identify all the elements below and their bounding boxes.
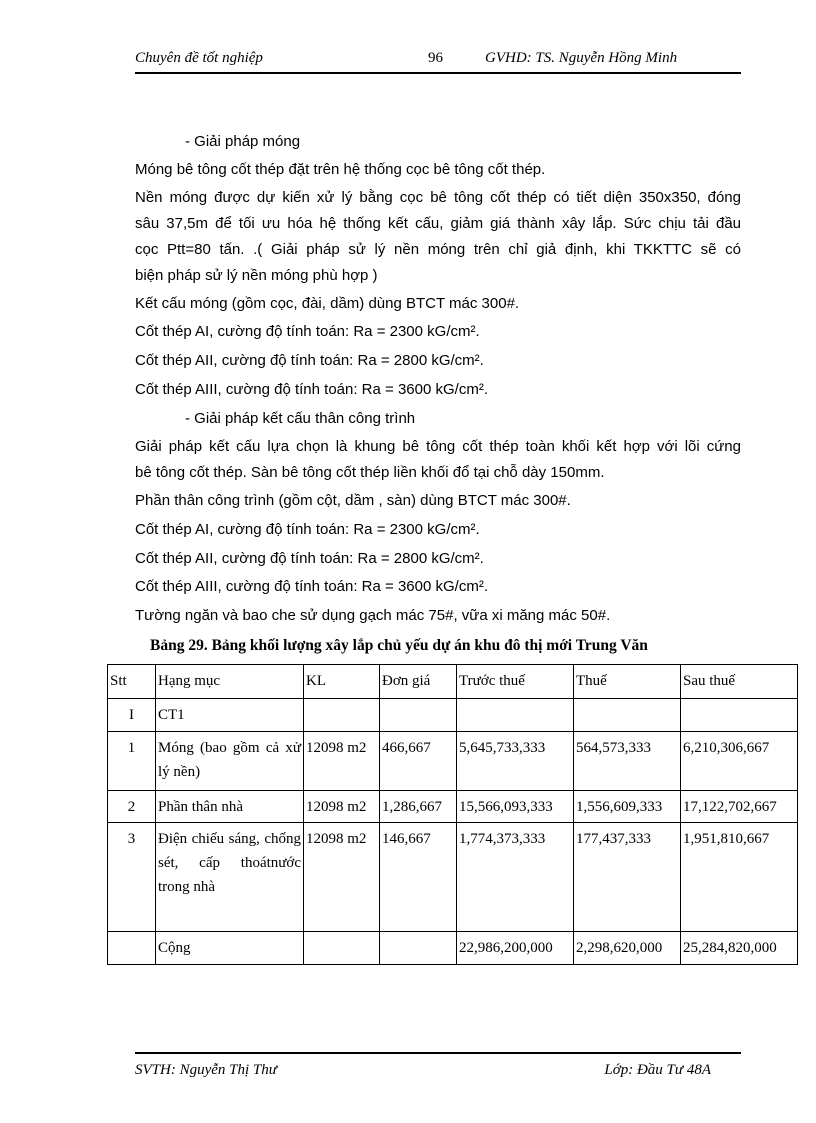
header-document-title: Chuyên đề tốt nghiệp <box>135 50 263 66</box>
table-row <box>108 699 798 732</box>
table-cell <box>108 932 156 965</box>
page-header <box>135 48 741 74</box>
text-line: cọc Ptt=80 tấn. .( Giải pháp sử lý nền móng trên chỉ giả định, khi TKKTTC sẽ có <box>135 241 741 258</box>
table-cell: 3 <box>108 823 156 932</box>
footer-student: SVTH: Nguyễn Thị Thư <box>135 1062 277 1078</box>
text-line: Giải pháp kết cấu lựa chọn là khung bê tông cốt thép toàn khối kết hợp với lõi cứng <box>135 438 741 455</box>
table-cell: Cộng <box>156 932 304 965</box>
table-row <box>108 823 798 932</box>
table-cell: 146,667 <box>380 823 457 932</box>
page-number: 96 <box>428 50 443 66</box>
text-line: Móng bê tông cốt thép đặt trên hệ thống cọc bê tông cốt thép. <box>135 161 546 178</box>
construction-volume-table <box>107 664 798 965</box>
header-cell: Trước thuế <box>457 665 574 699</box>
text-line: Kết cấu móng (gồm cọc, đài, dầm) dùng BTCT mác 300#. <box>135 295 520 312</box>
table-cell: 177,437,333 <box>574 823 681 932</box>
table-cell <box>380 932 457 965</box>
text-line: Cốt thép AII, cường độ tính toán: Ra = 2800 kG/cm². <box>135 352 484 369</box>
table-cell: Phần thân nhà <box>156 791 304 823</box>
page-footer <box>135 1052 741 1078</box>
table-cell <box>304 932 380 965</box>
table-cell: 12098 m2 <box>304 791 380 823</box>
table-cell: 22,986,200,000 <box>457 932 574 965</box>
header-advisor: GVHD: TS. Nguyễn Hồng Minh <box>485 50 678 66</box>
table-cell <box>457 699 574 732</box>
table-row <box>108 732 798 791</box>
table-cell: 466,667 <box>380 732 457 791</box>
table-cell: 1,556,609,333 <box>574 791 681 823</box>
table-cell: 12098 m2 <box>304 823 380 932</box>
table-cell: 15,566,093,333 <box>457 791 574 823</box>
table-cell: 1 <box>108 732 156 791</box>
table-cell: 12098 m2 <box>304 732 380 791</box>
table-cell: 2,298,620,000 <box>574 932 681 965</box>
text-line: Cốt thép AIII, cường độ tính toán: Ra = 3600 kG/cm². <box>135 381 488 398</box>
footer-class: Lớp: Đầu Tư 48A <box>604 1062 711 1078</box>
text-line: Cốt thép AIII, cường độ tính toán: Ra = 3600 kG/cm². <box>135 578 488 595</box>
table-cell <box>380 699 457 732</box>
table-cell: Móng (bao gồm cả xử lý nền) <box>156 732 304 791</box>
header-cell: Đơn giá <box>380 665 457 699</box>
table-cell: CT1 <box>156 699 304 732</box>
text-line: Nền móng được dự kiến xử lý bằng cọc bê tông cốt thép có tiết diện 350x350, đóng <box>135 189 741 206</box>
table-cell <box>574 699 681 732</box>
text-line: Cốt thép AI, cường độ tính toán: Ra = 2300 kG/cm². <box>135 323 480 340</box>
header-cell: Sau thuế <box>681 665 798 699</box>
table-cell: I <box>108 699 156 732</box>
text-line: Tường ngăn và bao che sử dụng gạch mác 75#, vữa xi măng mác 50#. <box>135 607 611 624</box>
text-line: bê tông cốt thép. Sàn bê tông cốt thép liền khối đổ tại chỗ dày 150mm. <box>135 464 605 481</box>
table-caption: Bảng 29. Bảng khối lượng xây lắp chủ yếu dự án khu đô thị mới Trung Văn <box>150 637 648 654</box>
table-cell: 6,210,306,667 <box>681 732 798 791</box>
table-total-row <box>108 932 798 965</box>
table-cell: 5,645,733,333 <box>457 732 574 791</box>
header-cell: Hạng mục <box>156 665 304 699</box>
header-cell: KL <box>304 665 380 699</box>
text-line: Cốt thép AI, cường độ tính toán: Ra = 2300 kG/cm². <box>135 521 480 538</box>
table-cell <box>304 699 380 732</box>
table-cell: 564,573,333 <box>574 732 681 791</box>
text-line: - Giải pháp kết cấu thân công trình <box>185 410 416 427</box>
header-cell: Thuế <box>574 665 681 699</box>
table-cell <box>681 699 798 732</box>
table-row <box>108 791 798 823</box>
text-line: Phần thân công trình (gồm cột, dầm , sàn) dùng BTCT mác 300#. <box>135 492 571 509</box>
header-cell: Stt <box>108 665 156 699</box>
table-cell: 1,774,373,333 <box>457 823 574 932</box>
text-line: sâu 37,5m để tối ưu hóa hệ thống kết cấu, giảm giá thành xây lắp. Sức chịu tải đầu <box>135 215 741 232</box>
text-line: biện pháp sử lý nền móng phù hợp ) <box>135 267 378 284</box>
table-cell: 1,951,810,667 <box>681 823 798 932</box>
text-line: - Giải pháp móng <box>185 133 301 150</box>
text-line: Cốt thép AII, cường độ tính toán: Ra = 2800 kG/cm². <box>135 550 484 567</box>
table-cell: 1,286,667 <box>380 791 457 823</box>
table-cell: Điện chiếu sáng, chống sét, cấp thoátnước trong nhà <box>156 823 304 932</box>
table-header-row <box>108 665 798 699</box>
table-cell: 17,122,702,667 <box>681 791 798 823</box>
table-cell: 25,284,820,000 <box>681 932 798 965</box>
table-cell: 2 <box>108 791 156 823</box>
